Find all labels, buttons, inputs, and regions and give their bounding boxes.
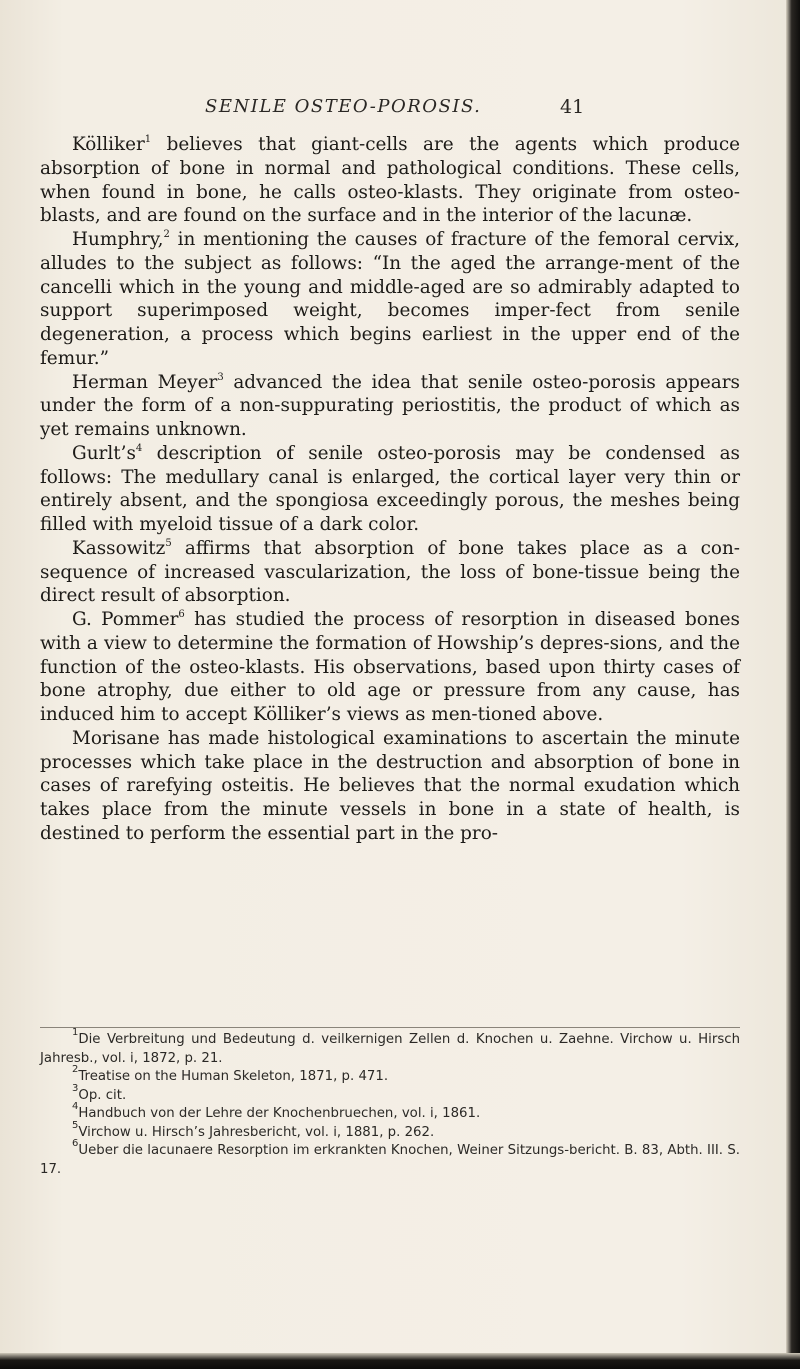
footnote-ref: 3	[217, 371, 224, 383]
footnote-marker: 2	[72, 1064, 79, 1075]
paragraph-gurlt	[40, 442, 740, 537]
running-head: SENILE OSTEO-POROSIS.	[205, 96, 482, 117]
paragraph-meyer	[40, 371, 740, 442]
footnote-ref: 2	[163, 229, 170, 240]
scan-bottom-edge	[0, 1353, 800, 1369]
paragraph-text: Morisane has made histological examinations to ascertain the minute processes which take place in the destruction and absorption of bone in cases of rarefying osteitis. He believes that the normal exudation which takes place from the minute vessels in bone in a state of health, is destined to perform the essential part in the pro-	[40, 727, 740, 844]
paragraph-lead: Humphry,	[72, 229, 164, 250]
footnote-ref: 5	[165, 537, 172, 549]
footnote-marker: 1	[72, 1027, 79, 1038]
footnote-marker: 6	[72, 1138, 79, 1149]
footnote	[40, 1101, 740, 1124]
paragraph-lead: Gurlt’s	[72, 442, 136, 464]
footnote	[40, 1082, 740, 1106]
page-edge-shadow	[786, 0, 800, 1369]
footnote-text: Ueber die lacunaere Resorption im erkrankten Knochen, Weiner Sitzungs-bericht. B. 83, Abth. III. S. 17.	[40, 1143, 740, 1177]
paragraph-text: affirms that absorption of bone takes place as a con-sequence of increased vascularization, the loss of bone-tissue being the direct result of absorption.	[40, 537, 740, 607]
paragraph-morisane	[40, 727, 740, 846]
page-header	[0, 96, 800, 126]
paragraph-lead: G. Pommer	[72, 609, 179, 630]
footnote-text: Virchow u. Hirsch’s Jahresbericht, vol. i, 1881, p. 262.	[78, 1124, 435, 1140]
footnote	[40, 1119, 740, 1143]
paragraph-lead: Kassowitz	[72, 537, 166, 559]
footnote-marker: 3	[72, 1082, 79, 1094]
footnote-marker: 4	[72, 1101, 79, 1112]
paragraph-text: has studied the process of resorption in diseased bones with a view to determine the formation of Howship’s depres-sions, and the function of the osteo-klasts. His observations, based upon thirty cases of bone atrophy, due either to old age or pressure from any cause, has induced him to accept Kölliker’s views as men-tioned above.	[40, 609, 740, 725]
footnote-ref: 6	[178, 609, 185, 620]
footnote-marker: 5	[72, 1119, 79, 1131]
footnotes	[40, 1027, 740, 1179]
footnote-text: Die Verbreitung und Bedeutung d. veilkernigen Zellen d. Knochen u. Zaehne. Virchow u. Hirsch Jahresb., vol. i, 1872, p. 21.	[40, 1032, 740, 1066]
footnote	[40, 1027, 740, 1068]
paragraph-humphry	[40, 228, 740, 371]
body-text	[40, 133, 740, 846]
paragraph-text: in mentioning the causes of fracture of the femoral cervix, alludes to the subject as follows: “In the aged the arrange-ment of the cancelli which in the young and middle-aged are so admirably adapted to support superimposed weight, becomes imper-fect from senile degeneration, a process which begins earliest in the upper end of the femur.”	[40, 229, 740, 369]
footnote-ref: 4	[135, 442, 143, 454]
paragraph-kolliker	[40, 133, 740, 228]
paragraph-text: advanced the idea that senile osteo-porosis appears under the form of a non-suppurating periostitis, the product of which as yet remains unknown.	[40, 371, 740, 440]
footnote-text: Treatise on the Human Skeleton, 1871, p. 471.	[78, 1069, 389, 1084]
footnote-text: Handbuch von der Lehre der Knochenbruechen, vol. i, 1861.	[78, 1106, 481, 1121]
paragraph-kassowitz	[40, 537, 740, 608]
footnote-rule	[40, 1027, 740, 1028]
paragraph-text: believes that giant-cells are the agents which produce absorption of bone in normal and pathological conditions. These cells, when found in bone, he calls osteo-klasts. They originate from osteo-blasts, and are found on the surface and in the interior of the lacunæ.	[40, 134, 740, 227]
paragraph-text: description of senile osteo-porosis may be condensed as follows: The medullary canal is enlarged, the cortical layer very thin or entirely absent, and the spongiosa exceedingly porous, the meshes being filled with myeloid tissue of a dark color.	[40, 442, 740, 535]
footnote-text: Op. cit.	[78, 1087, 127, 1103]
footnote-ref: 1	[144, 134, 152, 145]
paragraph-lead: Herman Meyer	[72, 371, 218, 393]
paragraph-pommer	[40, 608, 740, 727]
paragraph-lead: Kölliker	[72, 134, 145, 155]
footnote	[40, 1064, 740, 1087]
page-number: 41	[560, 96, 585, 118]
footnote	[40, 1138, 740, 1179]
